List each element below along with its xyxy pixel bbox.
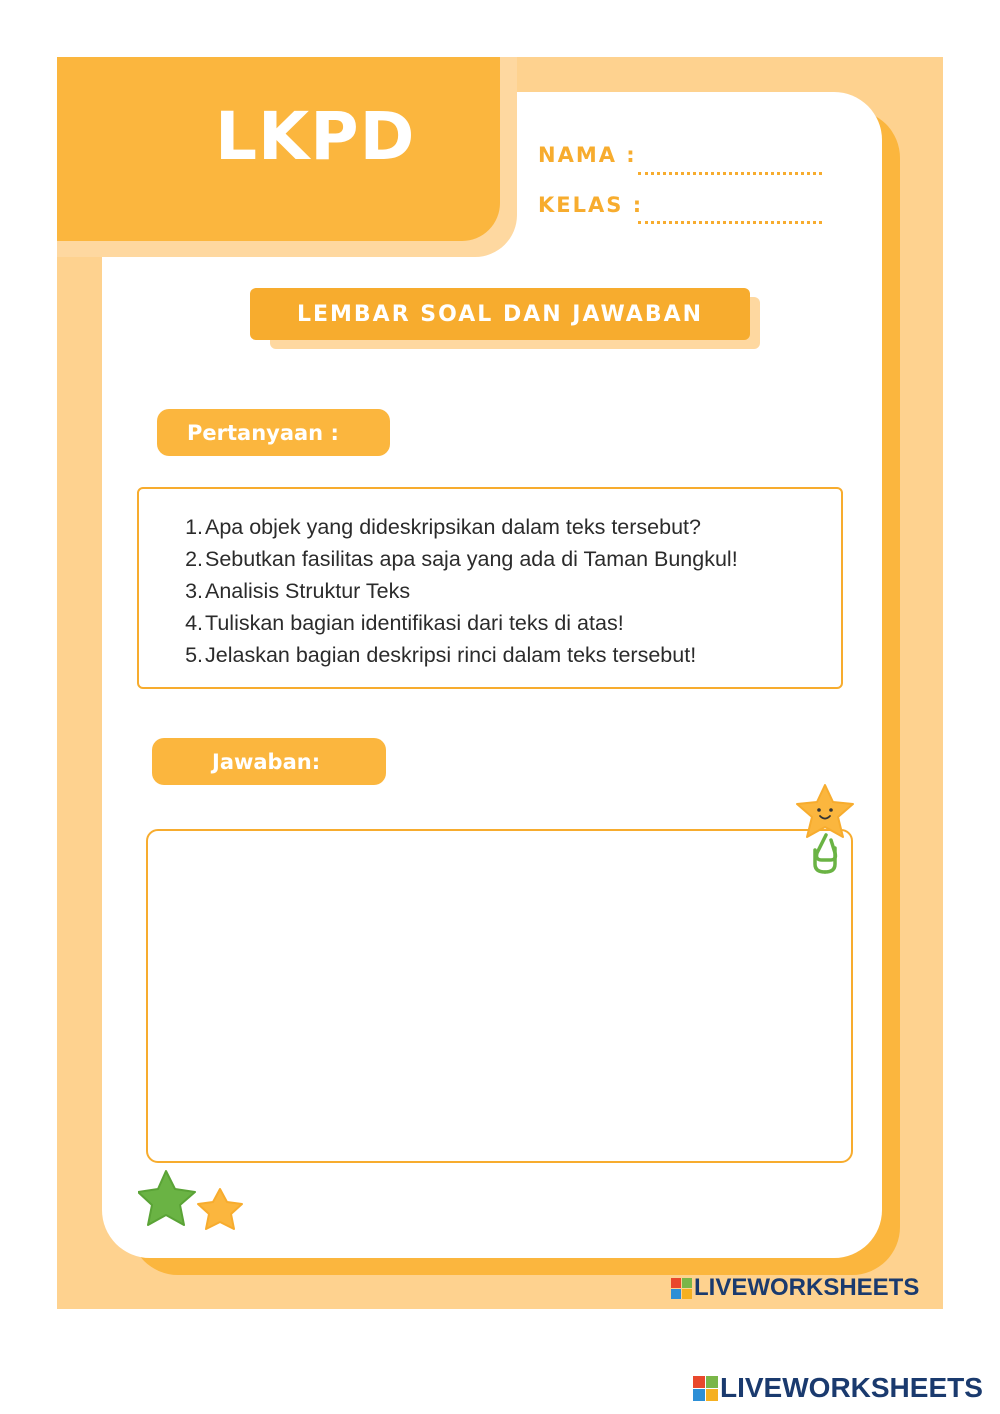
name-label: NAMA :: [538, 143, 637, 167]
worksheet-title: LKPD: [215, 98, 416, 175]
question-item: 2.Sebutkan fasilitas apa saja yang ada di Taman Bungkul!: [185, 547, 738, 571]
question-item: 1.Apa objek yang dideskripsikan dalam teks tersebut?: [185, 515, 701, 539]
star-icon: [138, 1171, 195, 1225]
answer-label: Jawaban:: [152, 738, 386, 785]
question-item: 5.Jelaskan bagian deskripsi rinci dalam teks tersebut!: [185, 643, 697, 667]
answer-field[interactable]: [146, 829, 853, 1163]
class-label: KELAS :: [538, 193, 644, 217]
name-field[interactable]: [638, 158, 822, 175]
inner-watermark: LIVEWORKSHEETS: [671, 1274, 919, 1302]
question-item: 4.Tuliskan bagian identifikasi dari teks di atas!: [185, 611, 624, 635]
question-item: 3.Analisis Struktur Teks: [185, 579, 411, 603]
questions-label: Pertanyaan :: [157, 409, 390, 456]
logo-icon: [693, 1376, 718, 1401]
question-list: [179, 511, 738, 671]
questions-box: [137, 487, 843, 689]
section-banner: LEMBAR SOAL DAN JAWABAN: [250, 288, 750, 340]
outer-watermark: LIVEWORKSHEETS: [693, 1372, 983, 1404]
star-icon: [790, 782, 860, 892]
paperclip-icon: [817, 835, 836, 860]
stars-decoration: [138, 1168, 248, 1240]
class-field[interactable]: [638, 207, 822, 224]
star-icon: [198, 1189, 242, 1229]
logo-icon: [671, 1278, 692, 1299]
